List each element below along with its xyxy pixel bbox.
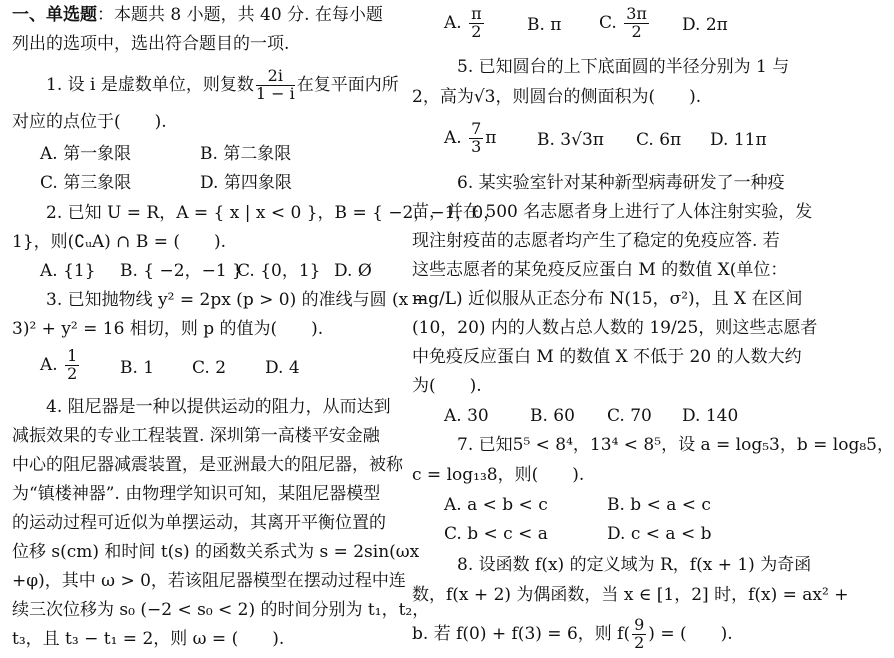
- q1-option-c[interactable]: C. 第三象限: [40, 173, 132, 193]
- q3-option-b[interactable]: B. 1: [120, 358, 155, 378]
- q4-stem-l5: 的运动过程可近似为单摆运动，其离开平衡位置的: [12, 513, 386, 533]
- q4-c-den: 2: [631, 21, 642, 41]
- q5-option-a-label: A.: [444, 127, 462, 148]
- q5-option-d[interactable]: D. 11π: [710, 130, 767, 150]
- q7-stem-cont: c = log₁₃8，则( ).: [412, 465, 585, 485]
- q1-text-a: 1. 设 i 是虚数单位，则复数: [46, 74, 254, 95]
- q3-option-a-fraction: [65, 348, 79, 383]
- q5-a-pi: π: [485, 127, 497, 148]
- q2-option-d[interactable]: D. Ø: [334, 261, 372, 281]
- q4-stem: 4. 阻尼器是一种以提供运动的阻力，从而达到: [46, 397, 391, 417]
- section-title: 一、单选题: [12, 5, 97, 25]
- q6-stem-l2: 苗，并在 500 名志愿者身上进行了人体注射实验，发: [412, 202, 813, 222]
- q8-text-b: ) = ( ).: [648, 623, 733, 644]
- q4-option-c[interactable]: [599, 6, 651, 41]
- q7-option-d[interactable]: D. c < a < b: [607, 524, 712, 544]
- q6-option-a[interactable]: A. 30: [444, 406, 489, 426]
- q3-option-a-label: A.: [40, 354, 58, 375]
- q4-option-b[interactable]: B. π: [527, 15, 562, 35]
- q8-stem: 8. 设函数 f(x) 的定义域为 R，f(x + 1) 为奇函: [457, 555, 812, 575]
- q1-stem: [46, 68, 399, 103]
- q6-stem-l5: mg/L) 近似服从正态分布 N(15，σ²)，且 X 在区间: [412, 289, 803, 309]
- q4-option-a[interactable]: [444, 6, 486, 41]
- q8-numerator: 9: [634, 615, 645, 634]
- q1-text-b: 在复平面内所: [296, 74, 399, 95]
- q2-option-a[interactable]: A. {1}: [40, 261, 96, 281]
- section-header: 一、单选题：本题共 8 小题，共 40 分. 在每小题: [12, 5, 383, 25]
- q1-option-a[interactable]: A. 第一象限: [40, 144, 132, 164]
- q3-a-num: 1: [67, 346, 78, 365]
- q4-c-num: 3π: [626, 4, 647, 23]
- q7-option-c[interactable]: C. b < c < a: [444, 524, 548, 544]
- q4-stem-l4: 为“镇楼神器”. 由物理学知识可知，某阻尼器模型: [12, 484, 381, 504]
- q4-a-den: 2: [471, 21, 482, 41]
- q6-stem-l7: 中免疫反应蛋白 M 的数值 X 不低于 20 的人数大约: [412, 347, 802, 367]
- q4-a-num: π: [471, 4, 482, 23]
- q4-stem-l8: 续三次位移为 s₀ (−2 < s₀ < 2) 的时间分别为 t₁，t₂，: [12, 600, 430, 620]
- q6-stem-l6: (10，20) 内的人数占总人数的 19/25，则这些志愿者: [412, 318, 818, 338]
- q4-option-c-label: C.: [599, 12, 617, 33]
- q8-stem-l3: [412, 617, 733, 652]
- q8-stem-l2: 数，f(x + 2) 为偶函数，当 x ∈ [1，2] 时，f(x) = ax² +: [412, 585, 849, 605]
- q6-stem-l4: 这些志愿者的某免疫反应蛋白 M 的数值 X(单位：: [412, 260, 788, 280]
- q2-stem-cont: 1}，则(∁ᵤA) ∩ B = ( ).: [12, 232, 227, 252]
- q4-stem-l9: t₃，且 t₃ − t₁ = 2，则 ω = ( ).: [12, 629, 285, 649]
- q1-fraction: [256, 68, 295, 103]
- q4-option-a-fraction: [469, 6, 484, 41]
- section-instructions-cont: 列出的选项中，选出符合题目的一项.: [12, 34, 290, 54]
- q6-stem-l3: 现注射疫苗的志愿者均产生了稳定的免疫应答. 若: [412, 231, 780, 251]
- q4-stem-l2: 减振效果的专业工程装置. 深圳第一高楼平安金融: [12, 426, 380, 446]
- q4-option-a-label: A.: [444, 12, 462, 33]
- q1-option-d[interactable]: D. 第四象限: [200, 173, 292, 193]
- q2-option-c[interactable]: C. {0，1}: [237, 261, 321, 281]
- q3-option-a[interactable]: [40, 348, 81, 383]
- q1-denominator: 1 − i: [255, 83, 295, 103]
- q5-stem-cont: 2，高为√3，则圆台的侧面积为( ).: [412, 87, 702, 107]
- q7-option-b[interactable]: B. b < a < c: [607, 495, 711, 515]
- q4-stem-l3: 中心的阻尼器减震装置，是亚洲最大的阻尼器，被称: [12, 455, 403, 475]
- q5-a-num: 7: [471, 119, 482, 138]
- q4-option-d[interactable]: D. 2π: [682, 15, 728, 35]
- q4-stem-l7: +φ)，其中 ω > 0，若该阻尼器模型在摆动过程中连: [12, 571, 406, 591]
- q3-option-d[interactable]: D. 4: [265, 358, 300, 378]
- q3-a-den: 2: [67, 363, 78, 383]
- q8-denominator: 2: [634, 632, 645, 652]
- q5-option-a-fraction: [469, 121, 483, 156]
- q5-stem: 5. 已知圆台的上下底面圆的半径分别为 1 与: [457, 57, 790, 77]
- q1-stem-cont: 对应的点位于( ).: [12, 112, 167, 132]
- q5-option-c[interactable]: C. 6π: [636, 130, 682, 150]
- q6-option-c[interactable]: C. 70: [607, 406, 652, 426]
- q6-stem-l8: 为( ).: [412, 376, 482, 396]
- q7-stem: 7. 已知5⁵ < 8⁴，13⁴ < 8⁵，设 a = log₅3，b = log₈5，: [457, 435, 894, 455]
- q8-text-a: b. 若 f(0) + f(3) = 6，则 f(: [412, 623, 631, 644]
- q8-fraction: [632, 617, 646, 652]
- q1-option-b[interactable]: B. 第二象限: [200, 144, 292, 164]
- q6-option-b[interactable]: B. 60: [530, 406, 575, 426]
- q2-stem: 2. 已知 U = R，A = { x | x < 0 }，B = { −2，−1，0，: [46, 203, 501, 223]
- q6-stem: 6. 某实验室针对某种新型病毒研发了一种疫: [457, 173, 785, 193]
- q5-a-den: 3: [471, 136, 482, 156]
- q1-numerator: 2i: [256, 68, 295, 86]
- q3-stem: 3. 已知抛物线 y² = 2px (p > 0) 的准线与圆 (x −: [46, 290, 428, 310]
- q3-stem-cont: 3)² + y² = 16 相切，则 p 的值为( ).: [12, 319, 324, 339]
- q2-option-b[interactable]: B. { −2，−1 }: [120, 261, 243, 281]
- q6-option-d[interactable]: D. 140: [682, 406, 739, 426]
- q5-option-a[interactable]: [444, 121, 496, 156]
- q4-stem-l6: 位移 s(cm) 和时间 t(s) 的函数关系式为 s = 2sin(ωx: [12, 542, 420, 562]
- q4-option-c-fraction: [624, 6, 649, 41]
- q3-option-c[interactable]: C. 2: [192, 358, 227, 378]
- section-instructions: 本题共 8 小题，共 40 分. 在每小题: [114, 5, 383, 25]
- q5-option-b[interactable]: B. 3√3π: [537, 130, 604, 150]
- q7-option-a[interactable]: A. a < b < c: [444, 495, 548, 515]
